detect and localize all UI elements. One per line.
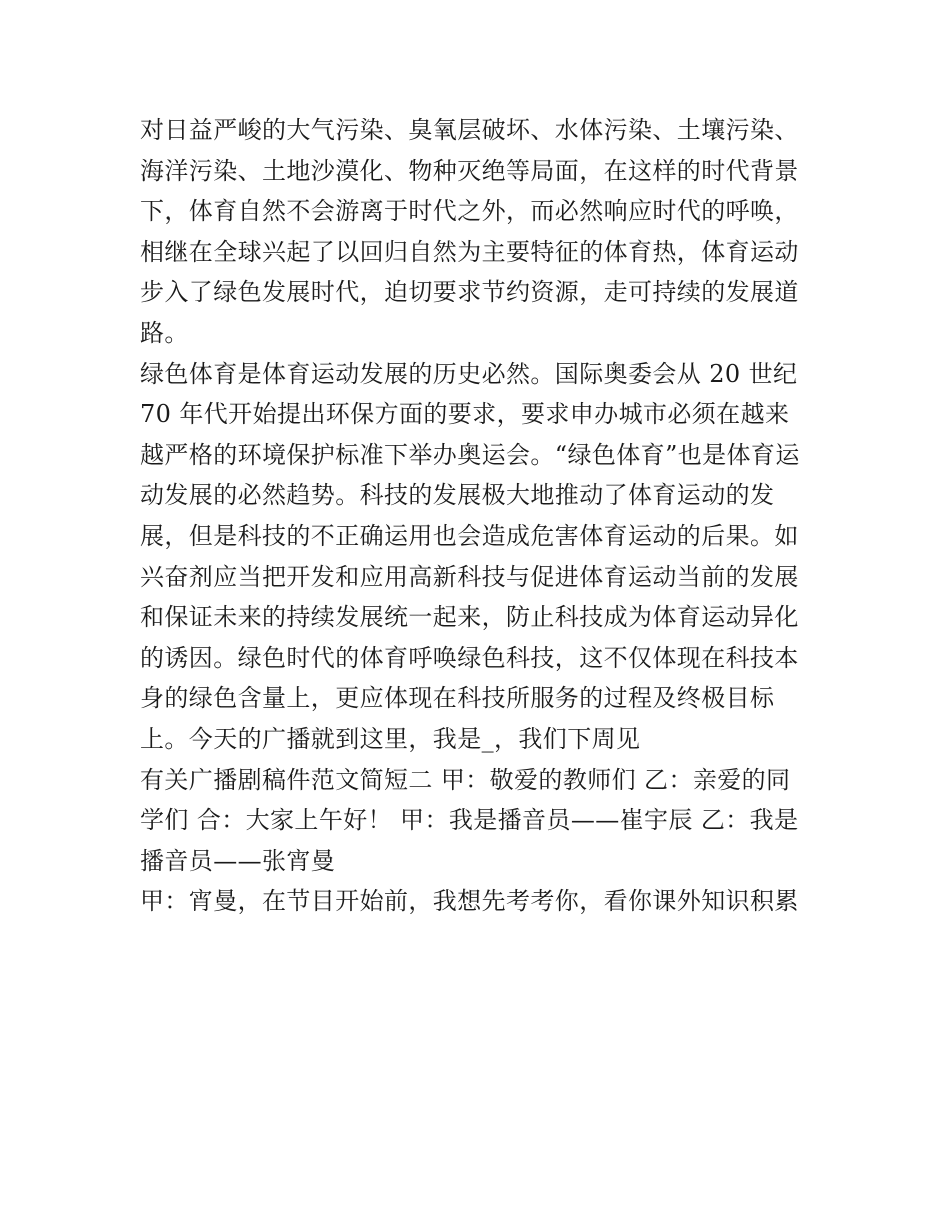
text-line: 兴奋剂应当把开发和应用高新科技与促进体育运动当前的发展 [140,562,799,591]
text-line: 甲：宵曼，在节目开始前，我想先考考你，看你课外知识积累 [140,887,799,916]
text-line: 对日益严峻的大气污染、臭氧层破坏、水体污染、土壤污染、 [140,116,799,144]
text-line: 70 年代开始提出环保方面的要求，要求申办城市必须在越来 [140,400,790,429]
text-line: 相继在全球兴起了以回归自然为主要特征的体育热，体育运动 [140,237,799,266]
text-line: 下，体育自然不会游离于时代之外，而必然响应时代的呼唤， [140,197,799,226]
text-line: 和保证未来的持续发展统一起来，防止科技成为体育运动异化 [140,603,799,632]
text-line: 步入了绿色发展时代，迫切要求节约资源，走可持续的发展道 [140,278,799,307]
text-line: 路。 [140,318,189,347]
text-line: 上。今天的广播就到这里，我是_，我们下周见 [140,724,641,753]
text-line: 展，但是科技的不正确运用也会造成危害体育运动的后果。如 [140,521,799,550]
text-line: 越严格的环境保护标准下举办奥运会。“绿色体育”也是体育运 [140,440,800,469]
text-line: 的诱因。绿色时代的体育呼唤绿色科技，这不仅体现在科技本 [140,643,799,672]
text-line: 绿色体育是体育运动发展的历史必然。国际奥委会从 20 世纪 [140,359,798,388]
text-line: 身的绿色含量上，更应体现在科技所服务的过程及终极目标 [140,684,775,713]
text-line: 动发展的必然趋势。科技的发展极大地推动了体育运动的发 [140,481,775,510]
text-line: 学们 合：大家上午好！ 甲：我是播音员——崔宇辰 乙：我是 [140,806,799,835]
text-line: 海洋污染、土地沙漠化、物种灭绝等局面，在这样的时代背景 [140,156,799,185]
document-page [140,110,815,922]
text-line: 有关广播剧稿件范文简短二 甲：敬爱的教师们 乙：亲爱的同 [140,765,791,794]
text-line: 播音员——张宵曼 [140,846,336,875]
